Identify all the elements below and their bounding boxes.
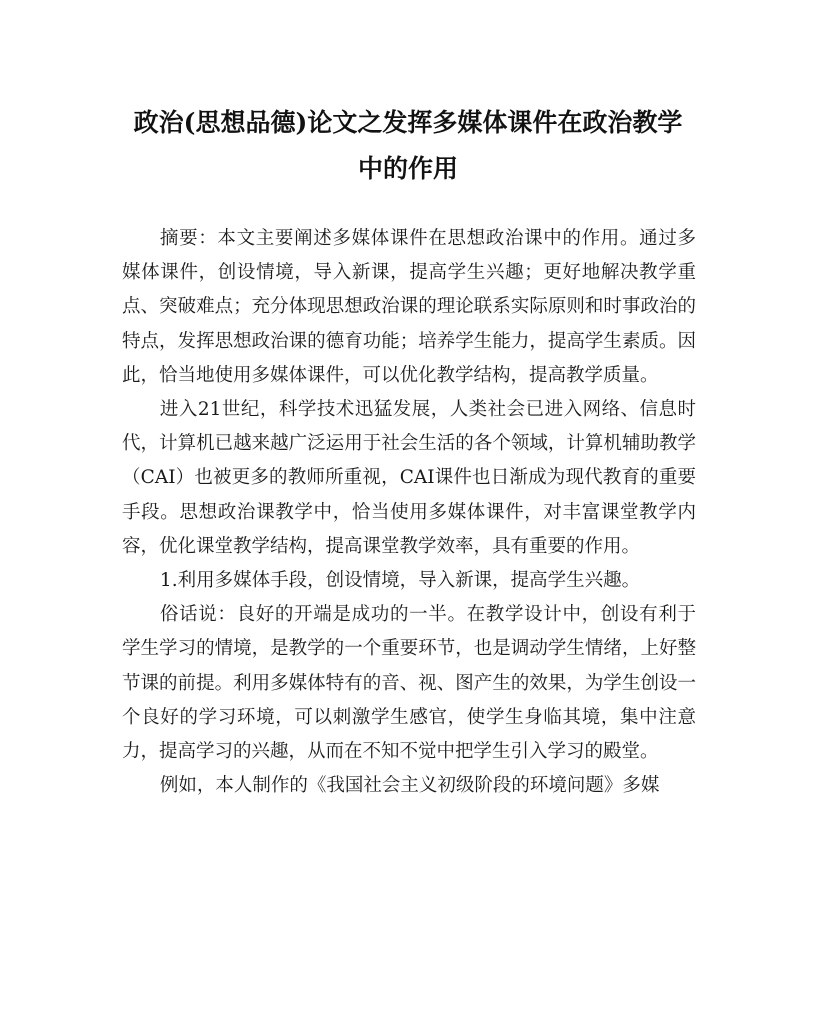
abstract-paragraph: 摘要：本文主要阐述多媒体课件在思想政治课中的作用。通过多媒体课件，创设情境，导入新课，提高学生兴趣；更好地解决教学重点、突破难点；充分体现思想政治课的理论联系实际原则和时事政治的特点，发挥思想政治课的德育功能；培养学生能力，提高学生素质。因此，恰当地使用多媒体课件，可以优化教学结构，提高教学质量。 [122,228,696,386]
document-body [122,222,696,803]
document-title: 政治(思想品德)论文之发挥多媒体课件在政治教学中的作用 [133,108,683,183]
body-paragraph: 俗话说：良好的开端是成功的一半。在教学设计中，创设有利于学生学习的情境，是教学的一个重要环节，也是调动学生情绪，上好整节课的前提。利用多媒体特有的音、视、图产生的效果，为学生创设一个良好的学习环境，可以刺激学生感官，使学生身临其境，集中注意力，提高学习的兴趣，从而在不知不觉中把学生引入学习的殿堂。 [122,604,696,763]
intro-paragraph: 进入21世纪，科学技术迅猛发展，人类社会已进入网络、信息时代，计算机已越来越广泛运用于社会生活的各个领域，计算机辅助教学（CAI）也被更多的教师所重视，CAI课件也日渐成为现代教育的重要手段。思想政治课教学中，恰当使用多媒体课件，对丰富课堂教学内容，优化课堂教学结构，提高课堂教学效率，具有重要的作用。 [122,399,696,557]
example-paragraph: 例如，本人制作的《我国社会主义初级阶段的环境问题》多媒 [159,775,660,797]
section-heading: 1.利用多媒体手段，创设情境，导入新课，提高学生兴趣。 [159,570,641,592]
